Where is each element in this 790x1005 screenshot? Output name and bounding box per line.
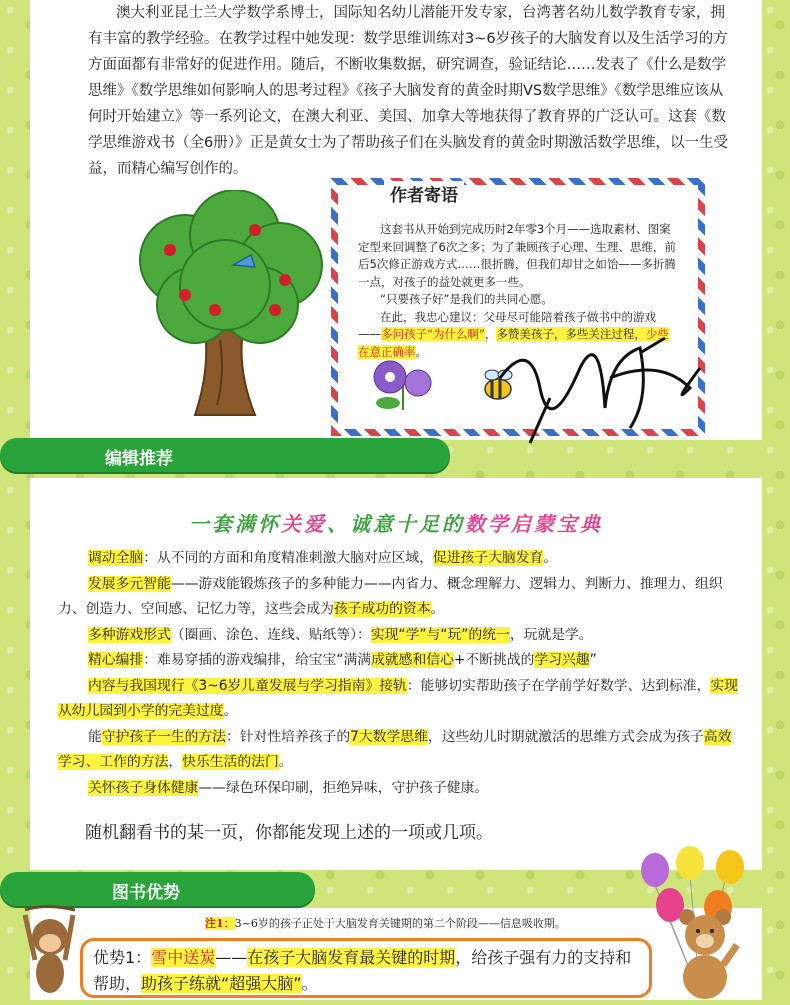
feature-item: 调动全脑：从不同的方面和角度精准刺激大脑对应区域，促进孩子大脑发育。 (88, 550, 558, 566)
feature-item: 内容与我国现行《3~6岁儿童发展与学习指南》接轨：能够切实帮助孩子在学前学好数学、达到标准，实现从幼儿园到小学的完美过度。 (58, 677, 738, 719)
closing-text: 随机翻看书的某一页，你都能发现上述的一项或几项。 (85, 823, 493, 843)
letter-title: 作者寄语 (384, 181, 464, 206)
author-intro (88, 0, 728, 182)
feature-item: 能守护孩子一生的方法：针对性培养孩子的7大数学思维，这些幼儿时期就激活的思维方式会成为孩子高效学习、工作的方法，快乐生活的法门。 (58, 728, 732, 770)
feature-item: 精心编排：难易穿插的游戏编排，给宝宝“满满成就感和信心+不断挑战的学习兴趣” (88, 652, 597, 668)
features-panel (30, 478, 762, 870)
feature-item: 发展多元智能——游戏能锻炼孩子的多种能力——内省力、概念理解力、逻辑力、判断力、推理力、组织力、创造力、空间感、记忆力等，这些会成为孩子成功的资本。 (58, 575, 723, 617)
section-title: 编辑推荐 (105, 449, 173, 469)
monkey-icon (15, 905, 85, 1000)
bear-icon (665, 905, 745, 1000)
letter-paragraph-2: “只要孩子好”是我们的共同心愿。 (380, 292, 553, 306)
feature-item: 关怀孩子身体健康——绿色环保印刷，拒绝异味，守护孩子健康。 (88, 779, 489, 796)
section-header-editor-picks (0, 438, 450, 472)
apple-tree-illustration (125, 190, 325, 420)
feature-item: 多种游戏形式（圈画、涂色、连线、贴纸等）：实现“学”与“玩”的统一，玩就是学。 (88, 626, 593, 643)
footnote: 注1：3~6岁的孩子正处于大脑发育关键期的第二个阶段——信息吸收期。 (205, 917, 566, 930)
advantage-box: 优势1：雪中送炭——在孩子大脑发育最关键的时期，给孩子强有力的支持和帮助，助孩子练就“超强大脑”。 (80, 938, 652, 998)
section-title: 图书优势 (112, 883, 180, 903)
section-header-book-advantages (0, 872, 315, 906)
morning-glory-illustration (368, 355, 438, 415)
intro-paragraph: 澳大利亚昆士兰大学数学系博士，国际知名幼儿潜能开发专家，台湾著名幼儿数学教育专家，拥有丰富的教学经验。在教学过程中她发现：数学思维训练对3~6岁孩子的大脑发育以及生活学习的方方面面都有非常好的促进作用。随后，不断收集数据，研究调查，验证结论……发表了《什么是数学思维》《数学思维如何影响人的思考过程》《孩子大脑发育的黄金时期VS数学思维》《数学思维应该从何时开始建立》等一系列论文，在澳大利亚、美国、加拿大等地获得了教育界的广泛认可。这套《数学思维游戏书（全6册）》正是黄女士为了帮助孩子们在头脑发育的黄金时期激活数学思维，以一生受益，而精心编写创作的。 (88, 5, 728, 177)
feature-list (58, 546, 738, 801)
letter-paragraph-3: 在此，我忠心建议：父母尽可能陪着孩子做书中的游戏——多问孩子“为什么啊”，多赞美孩子，多些关注过程，少些在意正确率。 (358, 309, 669, 359)
signature (490, 318, 705, 448)
letter-paragraph-1: 这套书从开始到完成历时2年零3个月——选取素材、图案定型来回调整了6次之多；为了兼顾孩子心理、生理、思维，前后5次修正游戏方式……很折腾，但我们却甘之如饴——多折腾一点，对孩子的益处就更多一些。 (358, 222, 676, 289)
slogan: 一套满怀关爱、诚意十足的数学启蒙宝典 (189, 512, 603, 536)
